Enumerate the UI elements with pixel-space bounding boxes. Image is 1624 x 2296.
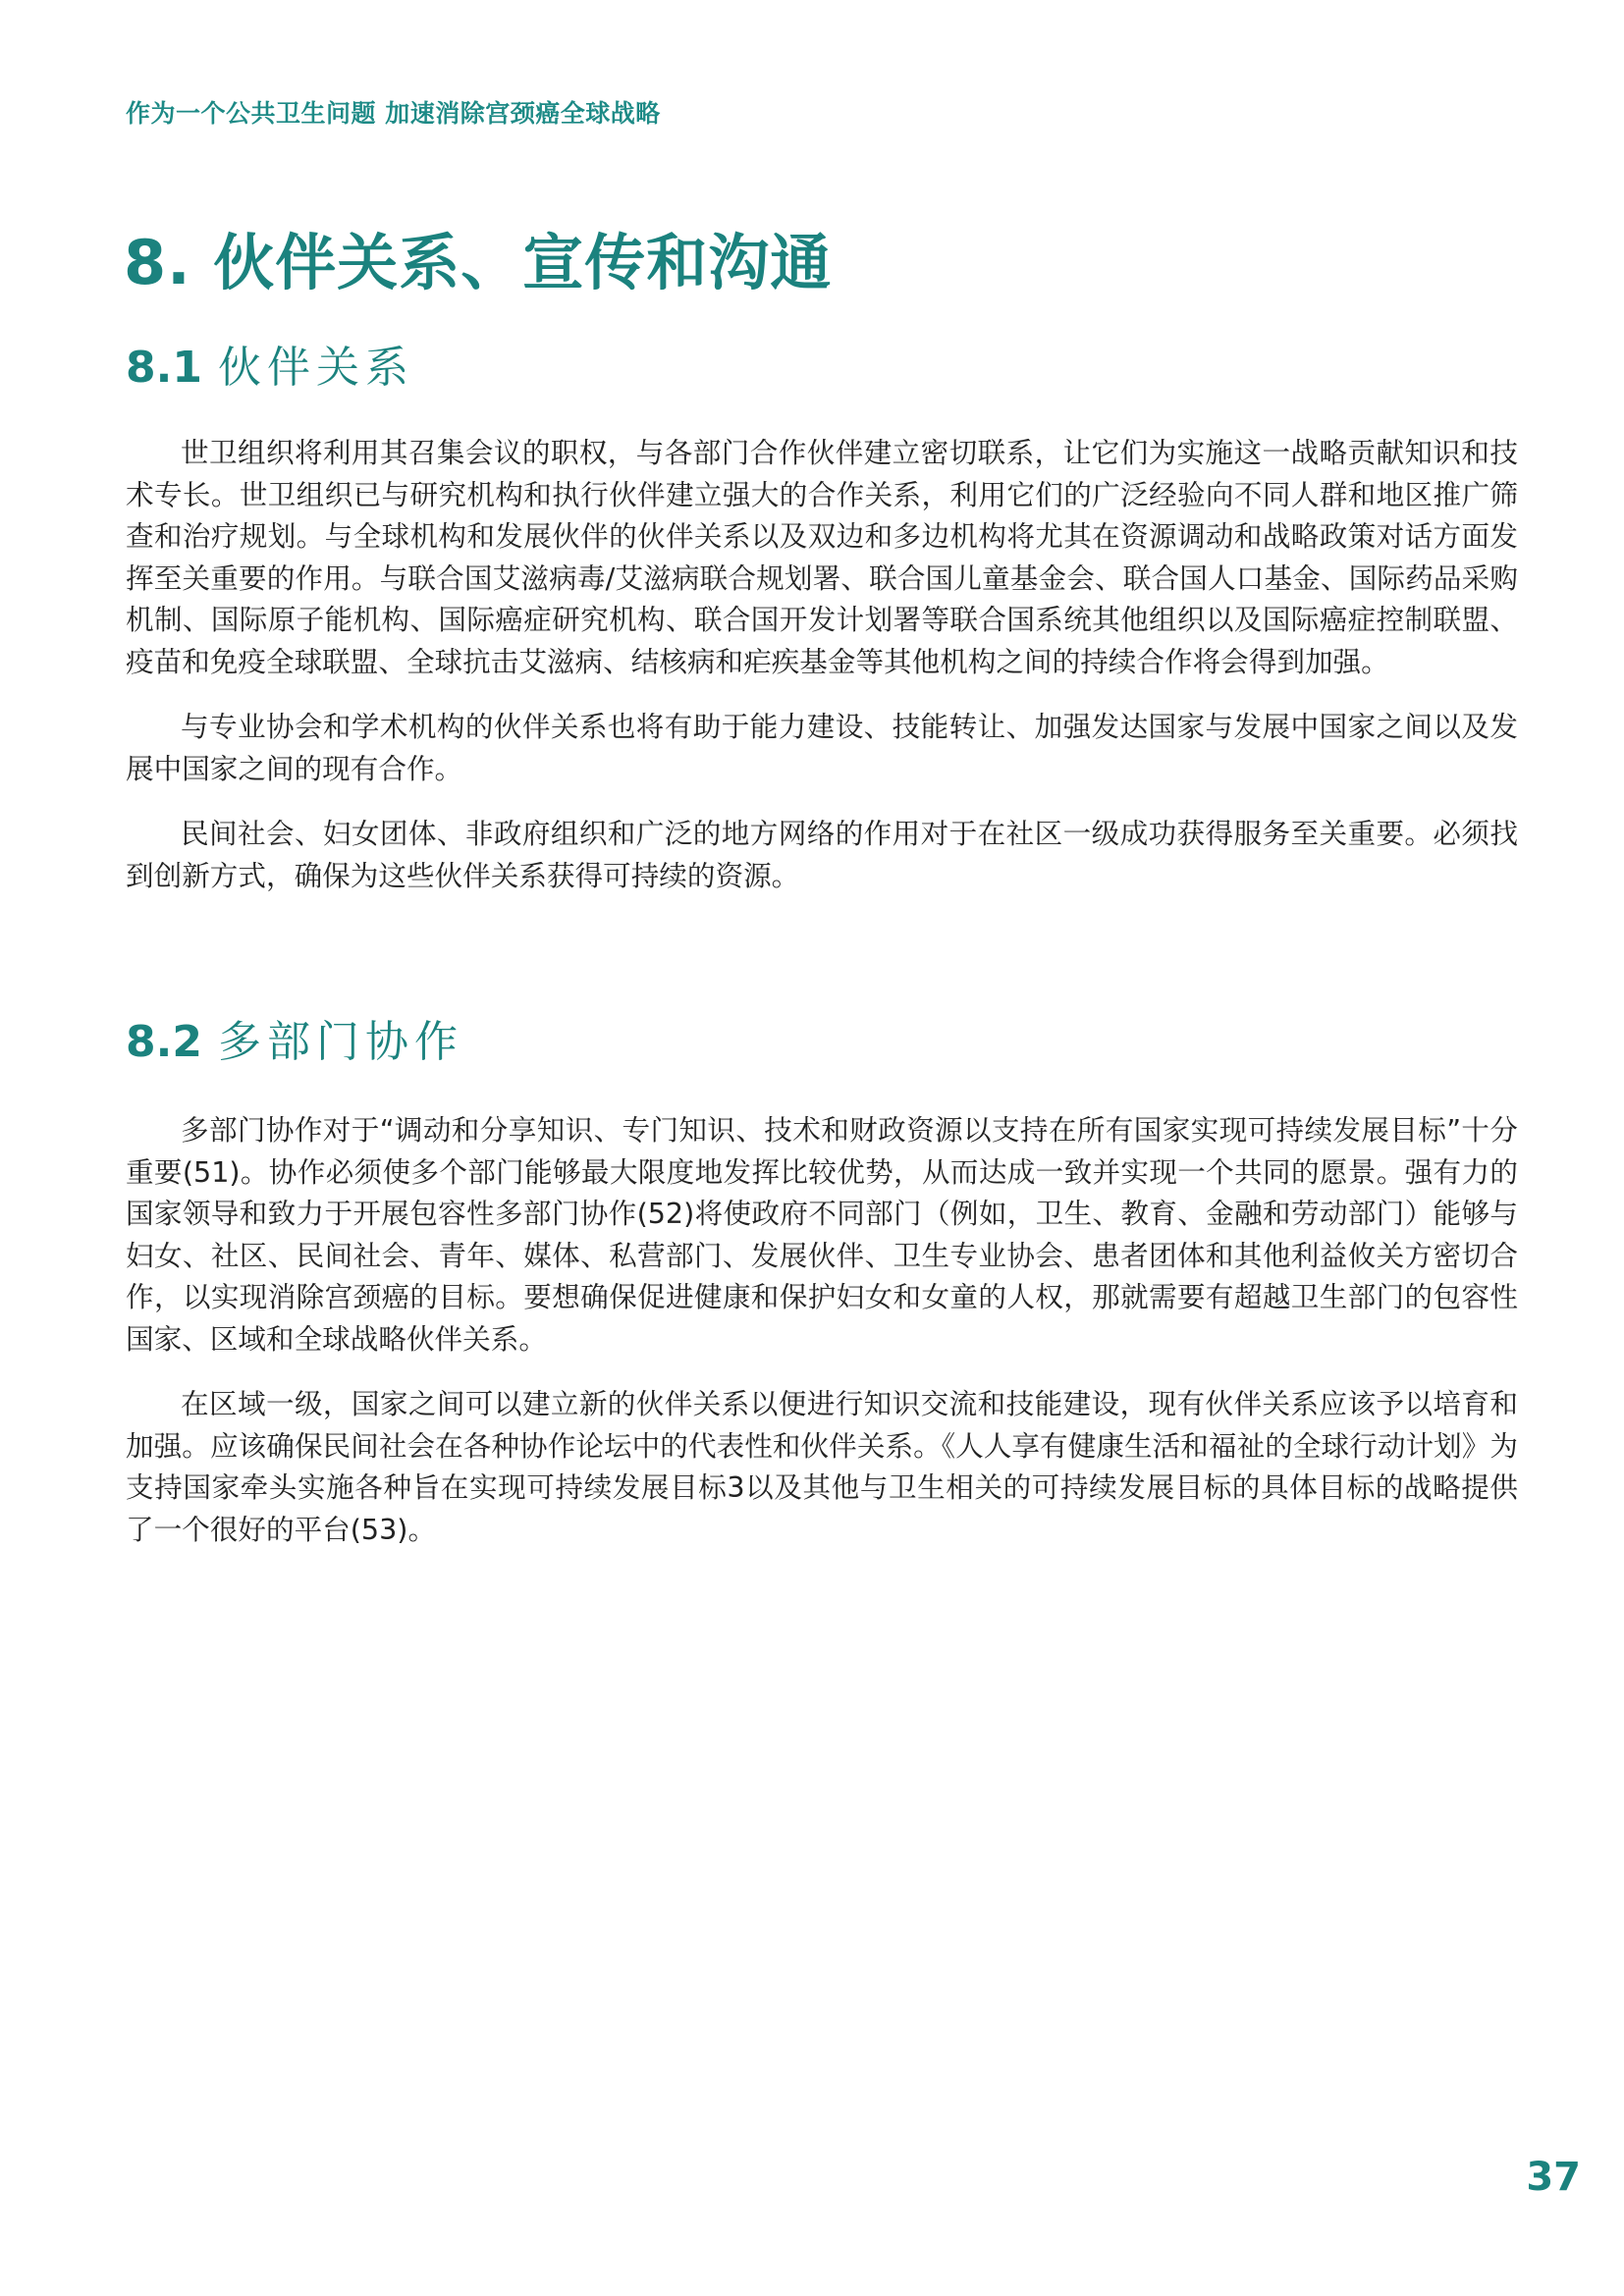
section-number: 8.1 (126, 343, 202, 393)
chapter-title: 8. 伙伴关系、宣传和沟通 (124, 227, 833, 298)
page-number: 37 (1526, 2155, 1581, 2200)
body-paragraph: 在区域一级，国家之间可以建立新的伙伴关系以便进行知识交流和技能建设，现有伙伴关系应该予以培育和加强。应该确保民间社会在各种协作论坛中的代表性和伙伴关系。《人人享有健康生活和福祉的全球行动计划》为支持国家牵头实施各种旨在实现可持续发展目标3以及其他与卫生相关的可持续发展目标的具体目标的战略提供了一个很好的平台(53)。 (126, 1387, 1518, 1546)
body-paragraph: 多部门协作对于“调动和分享知识、专门知识、技术和财政资源以支持在所有国家实现可持续发展目标”十分重要(51)。协作必须使多个部门能够最大限度地发挥比较优势，从而达成一致并实现一个共同的愿景。强有力的国家领导和致力于开展包容性多部门协作(52)将使政府不同部门（例如，卫生、教育、金融和劳动部门）能够与妇女、社区、民间社会、青年、媒体、私营部门、发展伙伴、卫生专业协会、患者团体和其他利益攸关方密切合作，以实现消除宫颈癌的目标。要想确保促进健康和保护妇女和女童的人权，那就需要有超越卫生部门的包容性国家、区域和全球战略伙伴关系。 (126, 1113, 1518, 1356)
section-body-partnerships (126, 432, 1518, 920)
body-paragraph: 民间社会、妇女团体、非政府组织和广泛的地方网络的作用对于在社区一级成功获得服务至关重要。必须找到创新方式，确保为这些伙伴关系获得可持续的资源。 (126, 817, 1518, 892)
body-paragraph: 世卫组织将利用其召集会议的职权，与各部门合作伙伴建立密切联系，让它们为实施这一战略贡献知识和技术专长。世卫组织已与研究机构和执行伙伴建立强大的合作关系，利用它们的广泛经验向不同人群和地区推广筛查和治疗规划。与全球机构和发展伙伴的伙伴关系以及双边和多边机构将尤其在资源调动和战略政策对话方面发挥至关重要的作用。与联合国艾滋病毒/艾滋病联合规划署、联合国儿童基金会、联合国人口基金、国际药品采购机制、国际原子能机构、国际癌症研究机构、联合国开发计划署等联合国系统其他组织以及国际癌症控制联盟、疫苗和免疫全球联盟、全球抗击艾滋病、结核病和疟疾基金等其他机构之间的持续合作将会得到加强。 (126, 436, 1518, 678)
section-heading-multisectoral (126, 1006, 463, 1069)
section-number: 8.2 (126, 1017, 202, 1067)
body-paragraph: 与专业协会和学术机构的伙伴关系也将有助于能力建设、技能转让、加强发达国家与发展中国家之间以及发展中国家之间的现有合作。 (126, 710, 1518, 785)
section-body-multisectoral (126, 1109, 1518, 1574)
section-title-text: 伙伴关系 (217, 343, 414, 393)
running-header: 作为一个公共卫生问题 加速消除宫颈癌全球战略 (126, 99, 661, 128)
section-heading-partnerships (126, 332, 414, 395)
section-title-text: 多部门协作 (217, 1017, 463, 1067)
